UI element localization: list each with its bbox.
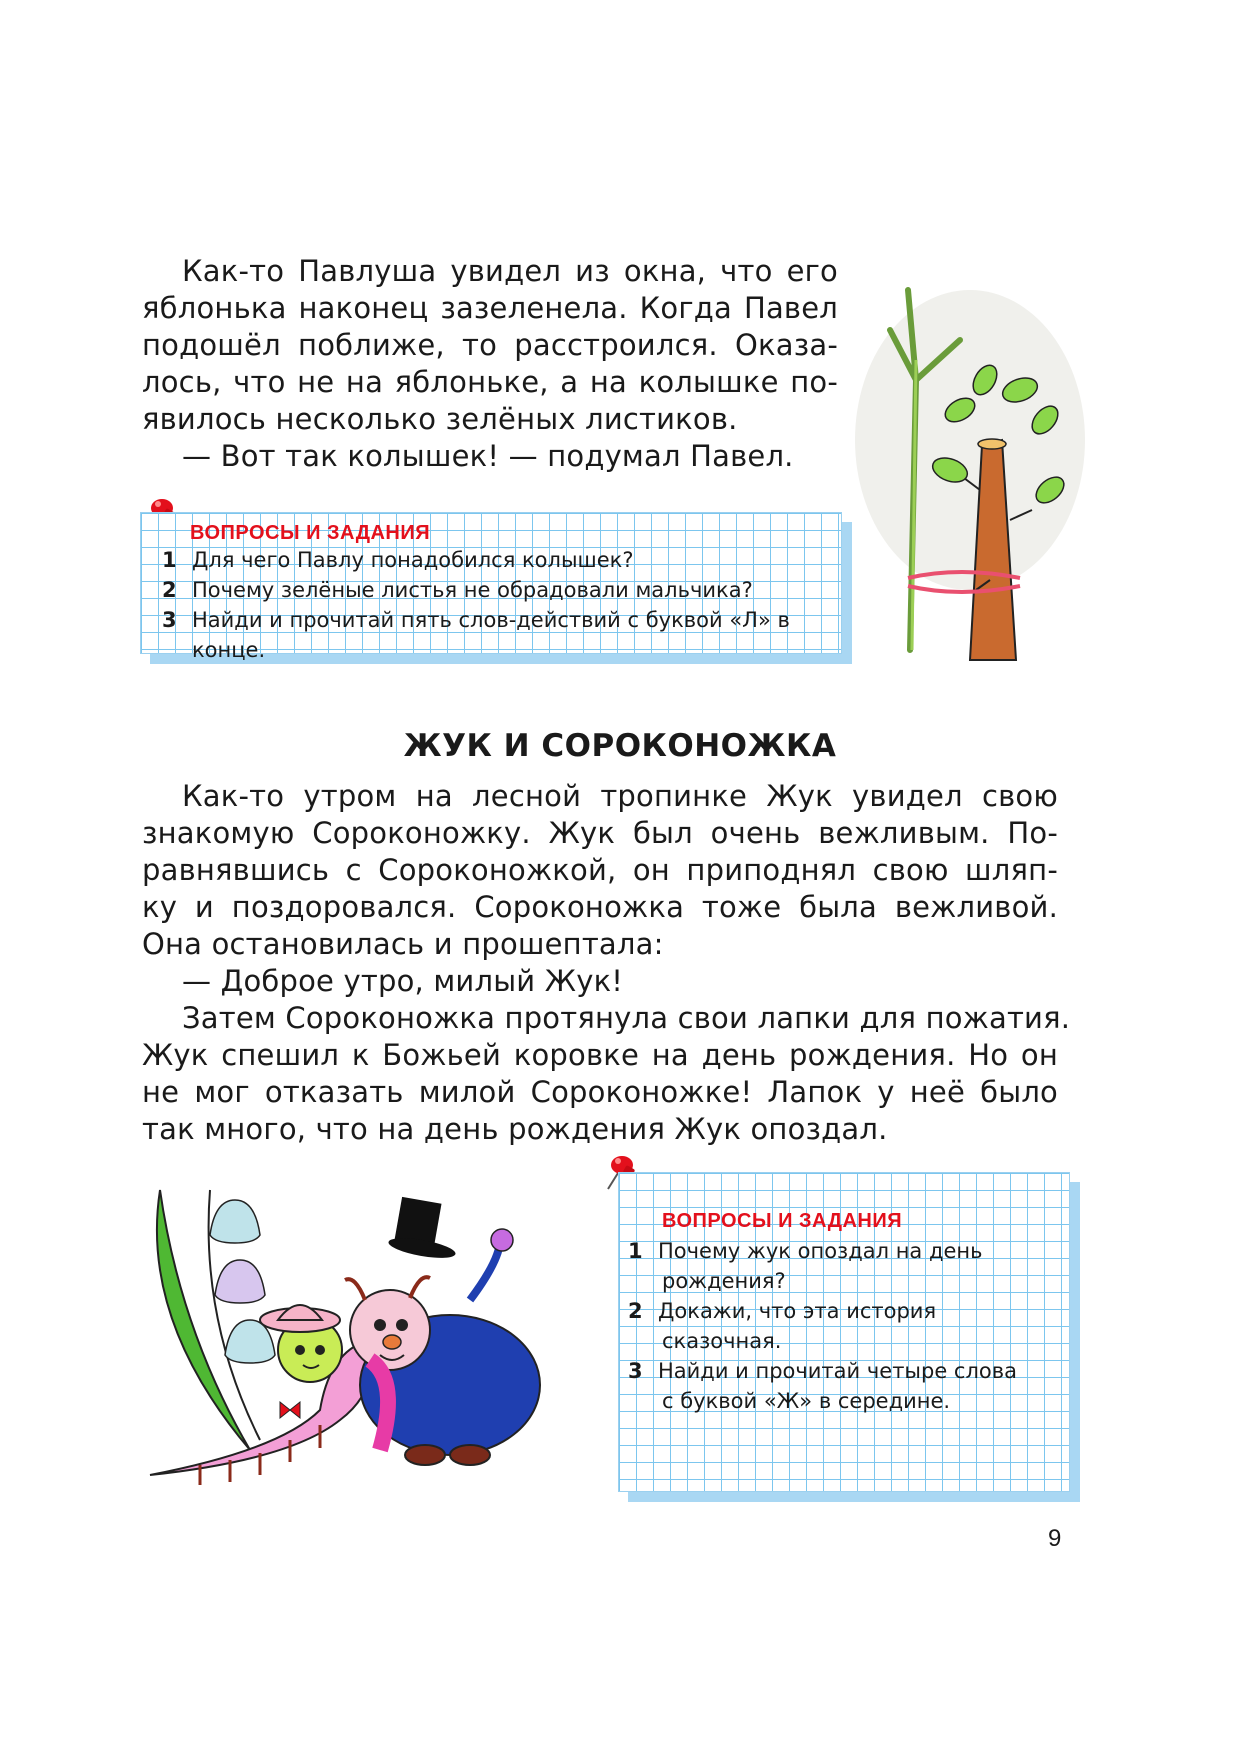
story2-line: знакомую Сороконожку. Жук был очень вежливым. По- (142, 816, 1058, 850)
question-item: 3 Найди и прочитай пять слов-действий с буквой «Л» в конце. (162, 608, 790, 662)
page-number: 9 (1048, 1525, 1062, 1552)
story2-line: Как-то утром на лесной тропинке Жук увидел свою (182, 779, 1058, 813)
story2-line: равнявшись с Сороконожкой, он приподнял свою шляп- (142, 853, 1058, 887)
story2-title: ЖУК И СОРОКОНОЖКА (403, 728, 837, 764)
story1-line: Как-то Павлуша увидел из окна, что его (182, 254, 838, 288)
question-item: 2 Почему зелёные листья не обрадовали мальчика? (162, 578, 753, 602)
question-item: 1 Для чего Павлу понадобился колышек? (162, 548, 634, 572)
story2-line: — Доброе утро, милый Жук! (182, 964, 624, 998)
centipede-and-beetle-illustration (140, 1170, 600, 1500)
questions-list-2 (628, 1236, 1048, 1416)
story2-line: не мог отказать милой Сороконожке! Лапок у неё было (142, 1075, 1058, 1109)
story1-line: — Вот так колышек! — подумал Павел. (182, 439, 794, 473)
story2-line: Она остановилась и прошептала: (142, 927, 664, 961)
questions-heading-2: ВОПРОСЫ И ЗАДАНИЯ (662, 1210, 903, 1232)
story1-line: яблонька наконец зазеленела. Когда Павел (142, 291, 838, 325)
story2-paragraph (142, 778, 1071, 1148)
story1-paragraph (142, 253, 838, 475)
story1-line: явилось несколько зелёных листиков. (142, 402, 738, 436)
stake-with-leaves-illustration (850, 260, 1110, 660)
question-item: 1 Почему жук опоздал на день рождения? (628, 1239, 983, 1293)
story2-line: Жук спешил к Божьей коровке на день рождения. Но он (142, 1038, 1058, 1072)
questions-list-1 (162, 545, 832, 665)
story1-line: лось, что не на яблоньке, а на колышке по- (142, 365, 838, 399)
question-item: 3 Найди и прочитай четыре слова с буквой «Ж» в середине. (628, 1359, 1017, 1413)
story2-line: ку и поздоровался. Сороконожка тоже была вежливой. (142, 890, 1058, 924)
story1-line: подошёл поближе, то расстроился. Оказа- (142, 328, 838, 362)
story2-line: Затем Сороконожка протянула свои лапки для пожатия. (182, 1001, 1071, 1035)
story2-line: так много, что на день рождения Жук опоздал. (142, 1112, 888, 1146)
questions-heading-1: ВОПРОСЫ И ЗАДАНИЯ (190, 522, 431, 544)
question-item: 2 Докажи, что эта история сказочная. (628, 1299, 937, 1353)
